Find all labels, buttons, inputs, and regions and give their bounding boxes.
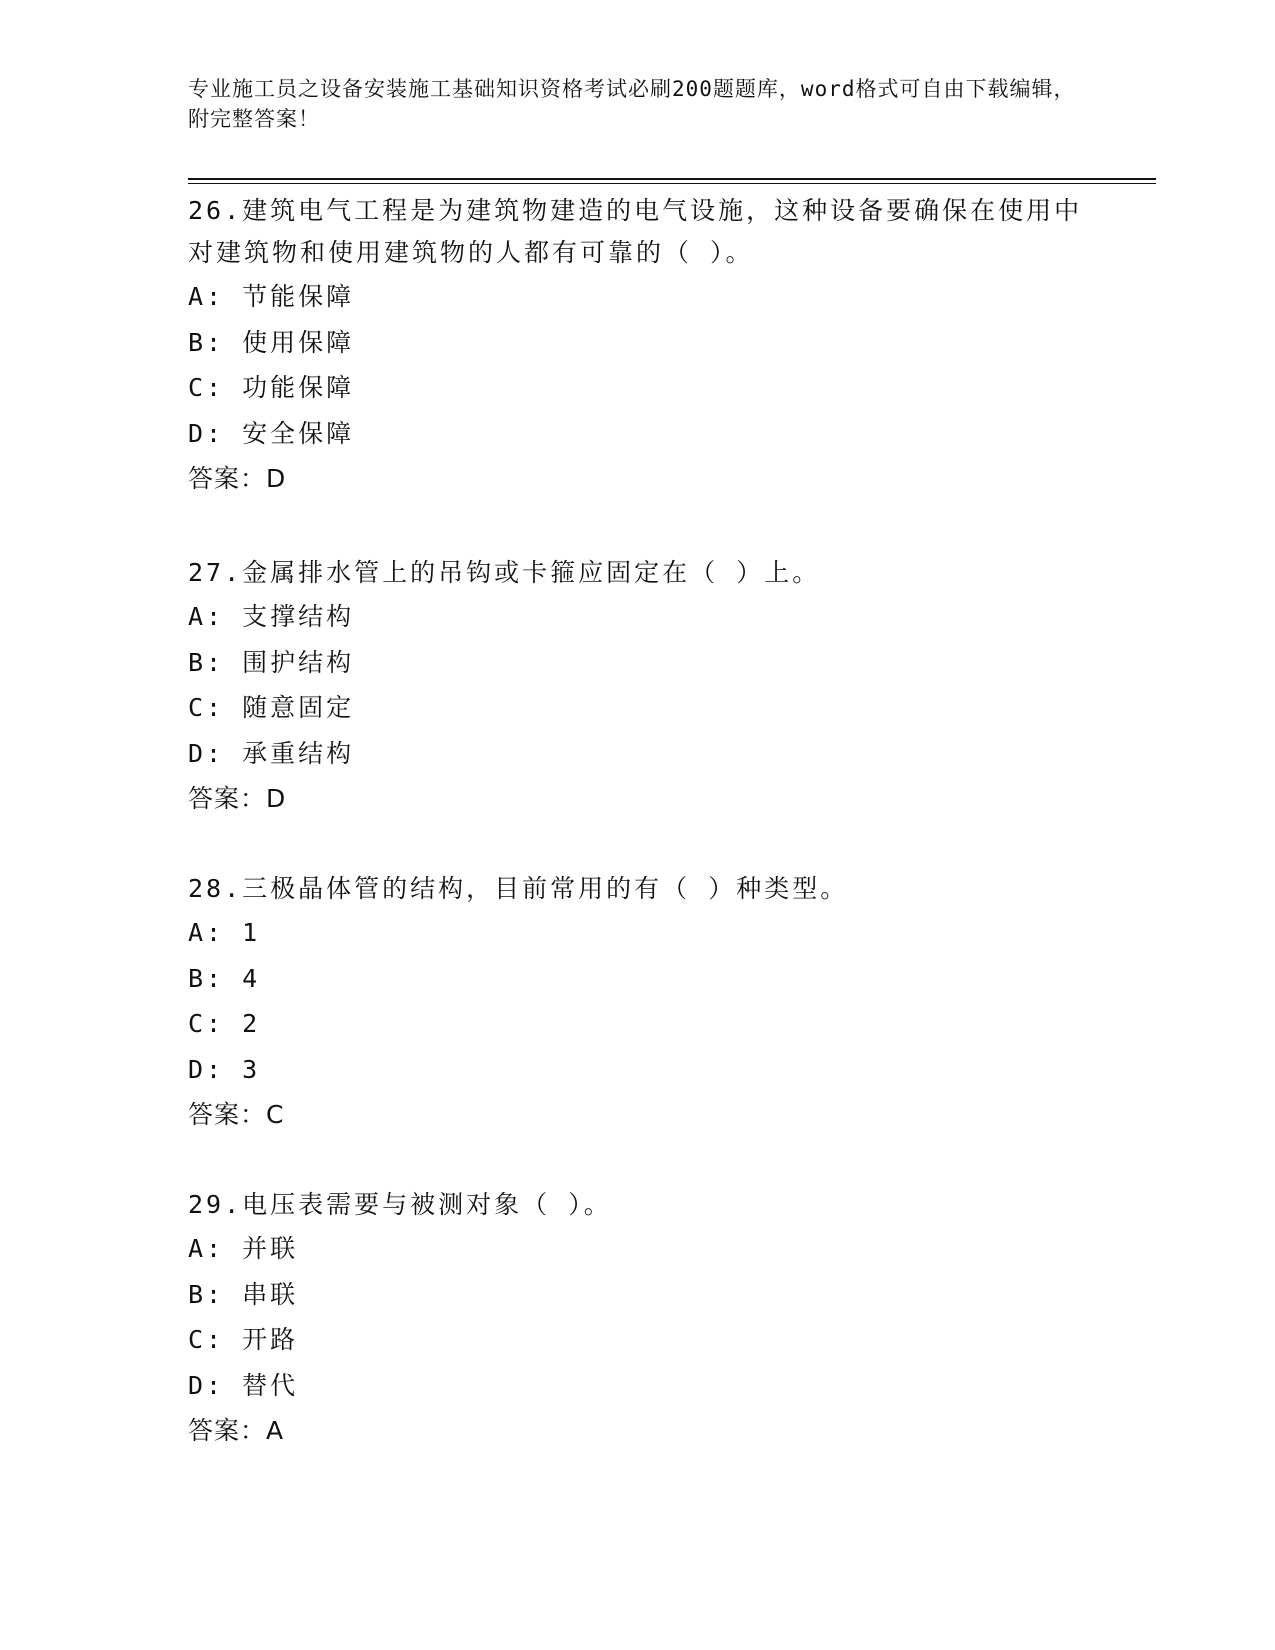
option-c: C: 功能保障 [188, 373, 355, 402]
answer: 答案：A [188, 1416, 285, 1445]
question-stem: 27.金属排水管上的吊钩或卡箍应固定在（ ）上。 [188, 558, 821, 587]
document-header-text: 专业施工员之设备安装施工基础知识资格考试必刷200题题库，word格式可自由下载编辑，附完整答案！ [188, 77, 1076, 131]
option-c: C: 开路 [188, 1325, 299, 1354]
question-27 [188, 552, 1088, 822]
option-a: A: 支撑结构 [188, 602, 355, 631]
option-a: A: 节能保障 [188, 282, 355, 311]
option-d: D: 安全保障 [188, 418, 355, 448]
option-b: B: 围护结构 [188, 647, 355, 677]
answer: 答案：D [188, 464, 287, 493]
option-d: D: 替代 [188, 1370, 299, 1400]
option-d: D: 承重结构 [188, 738, 355, 768]
question-stem: 28.三极晶体管的结构，目前常用的有（ ）种类型。 [188, 874, 849, 903]
option-b: B: 串联 [188, 1279, 299, 1309]
option-b: B: 使用保障 [188, 327, 355, 357]
question-stem: 26.建筑电气工程是为建筑物建造的电气设施，这种设备要确保在使用中对建筑物和使用建筑物的人都有可靠的（ ）。 [188, 196, 1083, 267]
option-b: B: 4 [188, 963, 261, 993]
option-c: C: 随意固定 [188, 693, 355, 722]
option-a: A: 1 [188, 918, 261, 947]
option-d: D: 3 [188, 1054, 261, 1084]
answer: 答案：C [188, 1100, 285, 1129]
question-stem: 29.电压表需要与被测对象（ ）。 [188, 1190, 612, 1219]
header-divider-thin [188, 183, 1156, 184]
header-divider-thick [188, 178, 1156, 180]
question-29 [188, 1184, 1088, 1454]
question-28 [188, 868, 1088, 1138]
option-a: A: 并联 [188, 1234, 299, 1263]
answer: 答案：D [188, 784, 287, 813]
question-26 [188, 190, 1088, 502]
option-c: C: 2 [188, 1009, 261, 1038]
